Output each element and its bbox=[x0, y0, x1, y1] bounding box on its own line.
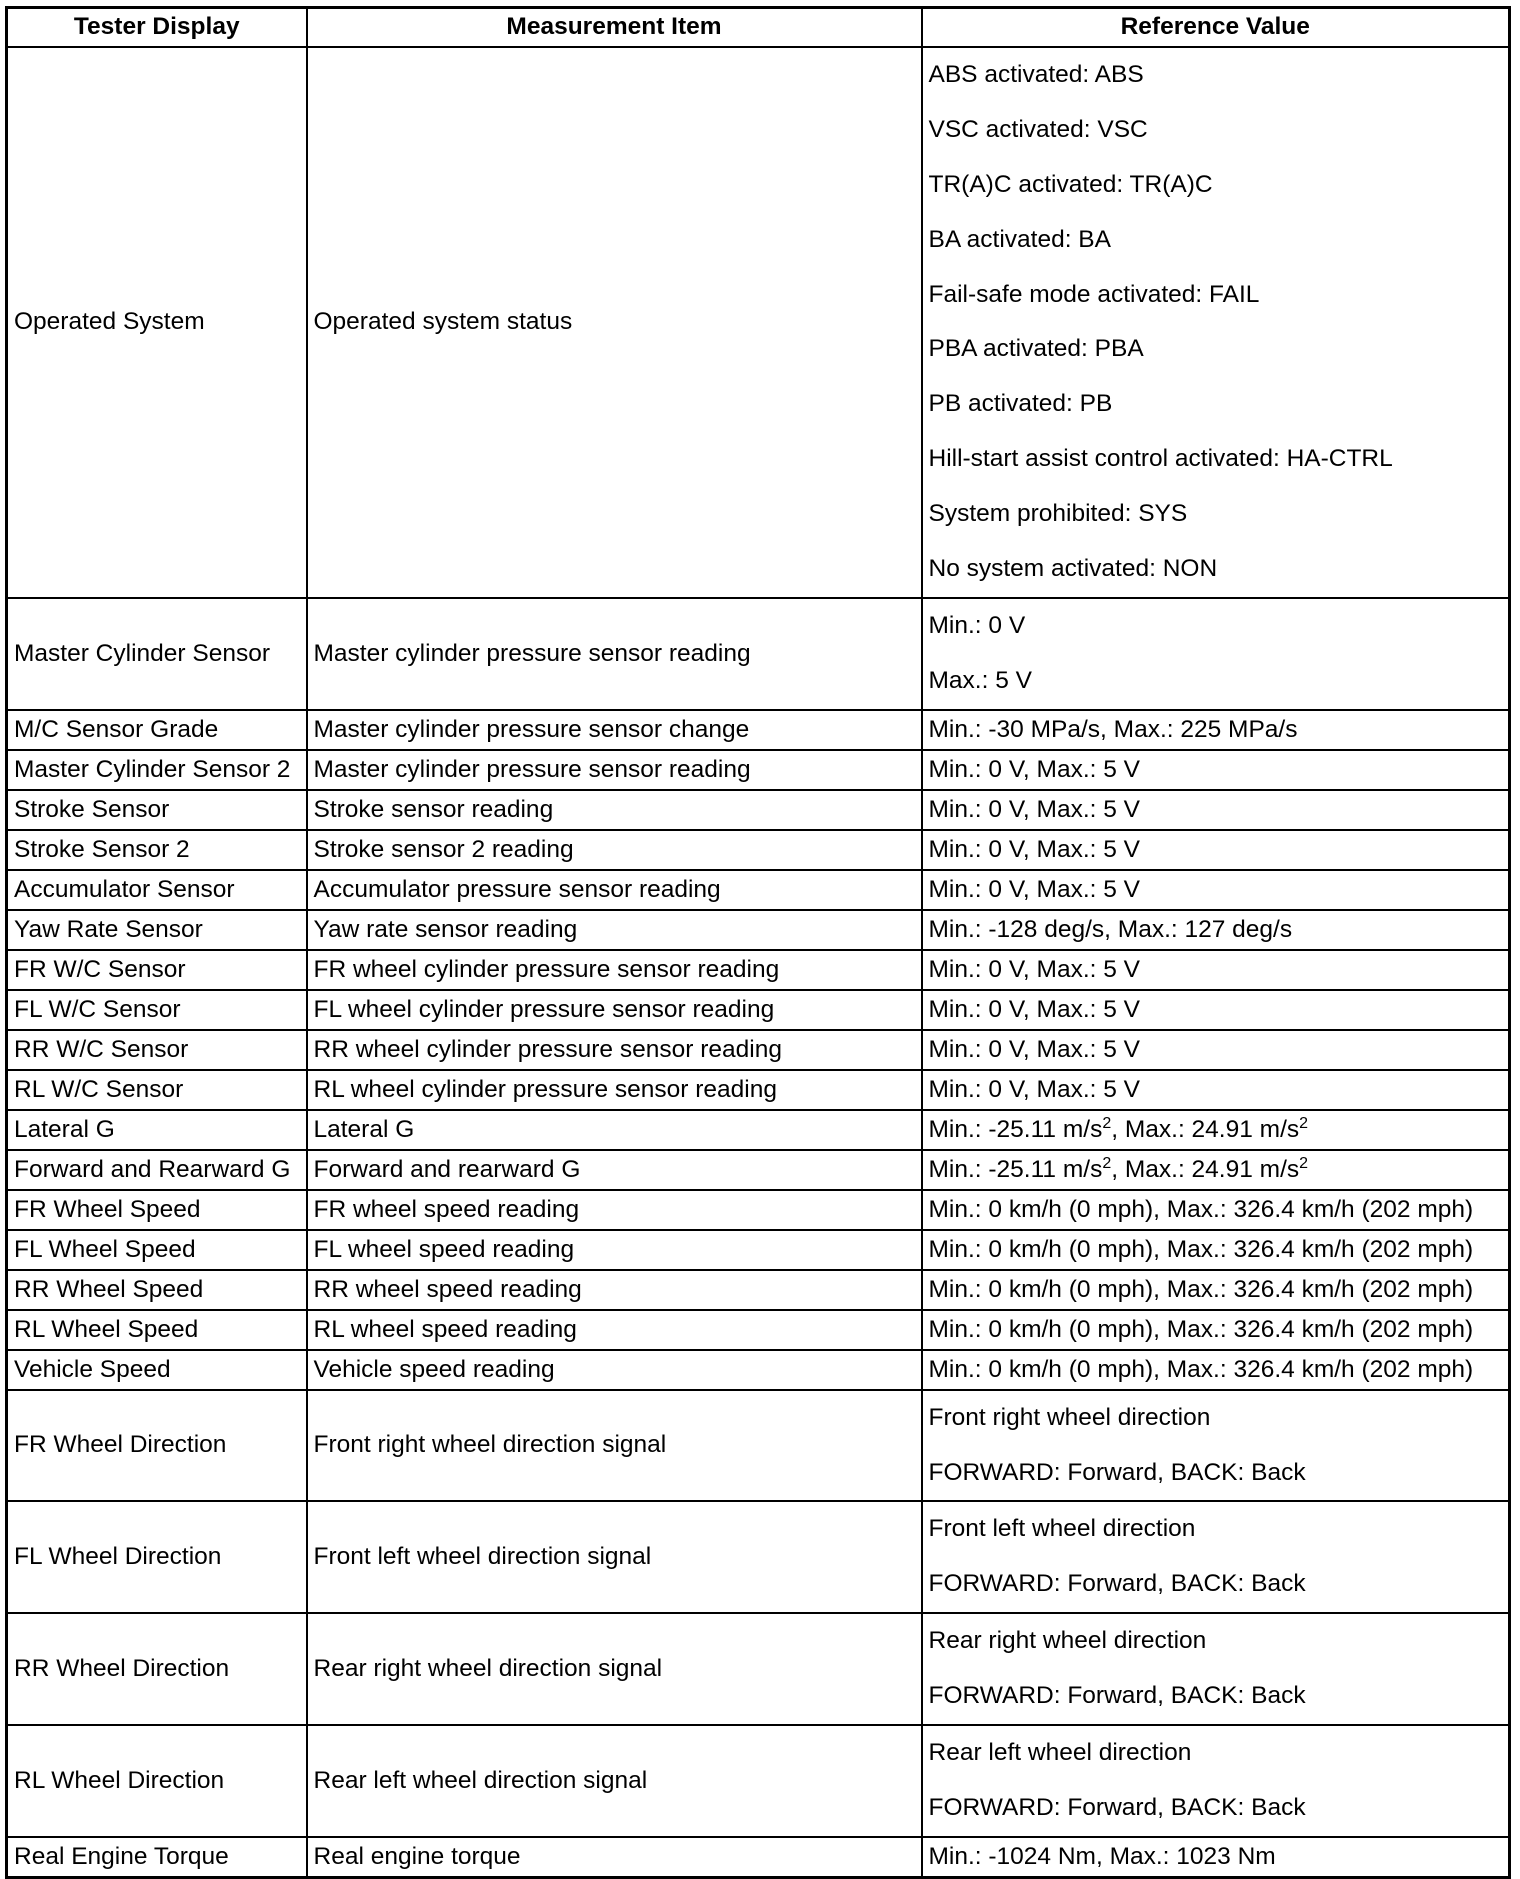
reference-value-cell bbox=[922, 1270, 1510, 1310]
reference-value-cell bbox=[922, 1390, 1510, 1502]
reference-value-cell bbox=[922, 790, 1510, 830]
tester-display-cell: Stroke Sensor bbox=[7, 790, 307, 830]
reference-value-line: BA activated: BA bbox=[928, 225, 1111, 253]
reference-value-line: FORWARD: Forward, BACK: Back bbox=[928, 1570, 1306, 1598]
reference-value-line: Min.: 0 V, Max.: 5 V bbox=[928, 875, 1141, 903]
measurement-item-cell: RL wheel speed reading bbox=[307, 1310, 922, 1350]
table-row bbox=[7, 1310, 1510, 1350]
measurement-item-cell: RR wheel speed reading bbox=[307, 1270, 922, 1310]
tester-display-cell: FR Wheel Direction bbox=[7, 1390, 307, 1502]
table-row bbox=[7, 1390, 1510, 1502]
measurement-item-cell: Rear right wheel direction signal bbox=[307, 1613, 922, 1725]
measurement-item-cell: Front right wheel direction signal bbox=[307, 1390, 922, 1502]
header-tester-display: Tester Display bbox=[7, 8, 307, 48]
reference-value-cell bbox=[922, 710, 1510, 750]
reference-value-line: System prohibited: SYS bbox=[928, 500, 1188, 528]
reference-value-cell bbox=[922, 950, 1510, 990]
table-row bbox=[7, 47, 1510, 598]
unit-exponent: 2 bbox=[1299, 1114, 1309, 1132]
header-row bbox=[7, 8, 1510, 48]
reference-value-cell bbox=[922, 1613, 1510, 1725]
tester-display-cell: Accumulator Sensor bbox=[7, 870, 307, 910]
reference-value-cell bbox=[922, 990, 1510, 1030]
table-row bbox=[7, 1350, 1510, 1390]
table-row bbox=[7, 598, 1510, 710]
measurement-item-cell: Lateral G bbox=[307, 1110, 922, 1150]
table-row bbox=[7, 1190, 1510, 1230]
measurement-item-cell: Master cylinder pressure sensor reading bbox=[307, 750, 922, 790]
reference-value-line: Min.: 0 V, Max.: 5 V bbox=[928, 835, 1141, 863]
tester-display-cell: RR W/C Sensor bbox=[7, 1030, 307, 1070]
reference-value-line: Rear right wheel direction bbox=[928, 1627, 1207, 1655]
reference-value-line: Min.: 0 V, Max.: 5 V bbox=[928, 955, 1141, 983]
measurement-item-cell: Master cylinder pressure sensor change bbox=[307, 710, 922, 750]
table-body bbox=[7, 47, 1510, 1877]
g-max-value: , Max.: 24.91 m/s bbox=[1111, 1115, 1300, 1143]
table-row bbox=[7, 1837, 1510, 1878]
table-row bbox=[7, 1725, 1510, 1837]
reference-value-cell bbox=[922, 750, 1510, 790]
reference-value-line: VSC activated: VSC bbox=[928, 115, 1148, 143]
table-row bbox=[7, 1501, 1510, 1613]
measurement-item-cell: Master cylinder pressure sensor reading bbox=[307, 598, 922, 710]
tester-display-cell: FL Wheel Speed bbox=[7, 1230, 307, 1270]
measurement-item-cell: Rear left wheel direction signal bbox=[307, 1725, 922, 1837]
reference-value-cell bbox=[922, 1837, 1510, 1878]
reference-value-cell bbox=[922, 47, 1510, 598]
table-row bbox=[7, 750, 1510, 790]
measurement-item-cell: Stroke sensor reading bbox=[307, 790, 922, 830]
tester-display-cell: RR Wheel Speed bbox=[7, 1270, 307, 1310]
reference-value-line: TR(A)C activated: TR(A)C bbox=[928, 170, 1213, 198]
reference-value-cell bbox=[922, 1110, 1510, 1150]
reference-value-line: PBA activated: PBA bbox=[928, 335, 1144, 363]
tester-display-cell: FR Wheel Speed bbox=[7, 1190, 307, 1230]
reference-value-cell bbox=[922, 1310, 1510, 1350]
tester-display-cell: FR W/C Sensor bbox=[7, 950, 307, 990]
table-row bbox=[7, 1110, 1510, 1150]
reference-value-line: PB activated: PB bbox=[928, 390, 1113, 418]
table-row bbox=[7, 990, 1510, 1030]
tester-display-cell: RL Wheel Direction bbox=[7, 1725, 307, 1837]
reference-value-cell bbox=[922, 1190, 1510, 1230]
tester-display-cell: Lateral G bbox=[7, 1110, 307, 1150]
table-row bbox=[7, 910, 1510, 950]
reference-value-cell bbox=[922, 1150, 1510, 1190]
measurement-item-cell: Yaw rate sensor reading bbox=[307, 910, 922, 950]
header-reference-value: Reference Value bbox=[922, 8, 1510, 48]
measurement-item-cell: RR wheel cylinder pressure sensor reading bbox=[307, 1030, 922, 1070]
measurement-item-cell: Vehicle speed reading bbox=[307, 1350, 922, 1390]
tester-display-cell: RR Wheel Direction bbox=[7, 1613, 307, 1725]
tester-display-cell: RL W/C Sensor bbox=[7, 1070, 307, 1110]
tester-display-cell: Master Cylinder Sensor bbox=[7, 598, 307, 710]
table-row bbox=[7, 790, 1510, 830]
tester-display-cell: Forward and Rearward G bbox=[7, 1150, 307, 1190]
measurement-item-cell: Forward and rearward G bbox=[307, 1150, 922, 1190]
table-row bbox=[7, 710, 1510, 750]
tester-display-cell: Real Engine Torque bbox=[7, 1837, 307, 1878]
measurement-item-cell: Operated system status bbox=[307, 47, 922, 598]
reference-value-cell bbox=[922, 1350, 1510, 1390]
reference-value-line: Min.: 0 km/h (0 mph), Max.: 326.4 km/h (202 mph) bbox=[928, 1315, 1474, 1343]
reference-value-cell bbox=[922, 830, 1510, 870]
reference-value-line: Front left wheel direction bbox=[928, 1515, 1196, 1543]
table-row bbox=[7, 1150, 1510, 1190]
reference-value-cell bbox=[922, 1070, 1510, 1110]
table-row bbox=[7, 1070, 1510, 1110]
reference-value-cell bbox=[922, 910, 1510, 950]
reference-value-line: FORWARD: Forward, BACK: Back bbox=[928, 1793, 1306, 1821]
reference-table bbox=[5, 6, 1511, 1879]
reference-value-line: Fail-safe mode activated: FAIL bbox=[928, 280, 1260, 308]
table-row bbox=[7, 1230, 1510, 1270]
measurement-item-cell: FL wheel cylinder pressure sensor reading bbox=[307, 990, 922, 1030]
reference-value-line: No system activated: NON bbox=[928, 555, 1218, 583]
measurement-item-cell: FR wheel cylinder pressure sensor reading bbox=[307, 950, 922, 990]
reference-value-cell bbox=[922, 1230, 1510, 1270]
table-row bbox=[7, 830, 1510, 870]
reference-value-line: Min.: 0 V bbox=[928, 611, 1026, 639]
tester-display-cell: Vehicle Speed bbox=[7, 1350, 307, 1390]
header-measurement-item: Measurement Item bbox=[307, 8, 922, 48]
measurement-item-cell: FL wheel speed reading bbox=[307, 1230, 922, 1270]
tester-display-cell: Yaw Rate Sensor bbox=[7, 910, 307, 950]
reference-value-line: Min.: 0 V, Max.: 5 V bbox=[928, 1075, 1141, 1103]
table-row bbox=[7, 870, 1510, 910]
g-min-value: Min.: -25.11 m/s bbox=[928, 1115, 1103, 1143]
reference-value-line: Hill-start assist control activated: HA-CTRL bbox=[928, 445, 1393, 473]
unit-exponent: 2 bbox=[1102, 1154, 1112, 1172]
reference-value-line: Min.: 0 V, Max.: 5 V bbox=[928, 795, 1141, 823]
reference-value-line: FORWARD: Forward, BACK: Back bbox=[928, 1682, 1306, 1710]
reference-value-line: Min.: 0 km/h (0 mph), Max.: 326.4 km/h (202 mph) bbox=[928, 1195, 1474, 1223]
measurement-item-cell: Accumulator pressure sensor reading bbox=[307, 870, 922, 910]
table-row bbox=[7, 1270, 1510, 1310]
tester-display-cell: Operated System bbox=[7, 47, 307, 598]
reference-value-line: Min.: 0 V, Max.: 5 V bbox=[928, 755, 1141, 783]
reference-value-line: FORWARD: Forward, BACK: Back bbox=[928, 1458, 1306, 1486]
reference-value-line: Min.: -30 MPa/s, Max.: 225 MPa/s bbox=[928, 715, 1298, 743]
measurement-item-cell: RL wheel cylinder pressure sensor reading bbox=[307, 1070, 922, 1110]
measurement-item-cell: Stroke sensor 2 reading bbox=[307, 830, 922, 870]
reference-value-line: Min.: 0 km/h (0 mph), Max.: 326.4 km/h (202 mph) bbox=[928, 1275, 1474, 1303]
reference-value-line: Min.: 0 V, Max.: 5 V bbox=[928, 1035, 1141, 1063]
tester-display-cell: FL W/C Sensor bbox=[7, 990, 307, 1030]
reference-value-cell bbox=[922, 598, 1510, 710]
tester-display-cell: M/C Sensor Grade bbox=[7, 710, 307, 750]
table-row bbox=[7, 1613, 1510, 1725]
unit-exponent: 2 bbox=[1102, 1114, 1112, 1132]
reference-value-line: Min.: -128 deg/s, Max.: 127 deg/s bbox=[928, 915, 1293, 943]
table-row bbox=[7, 950, 1510, 990]
measurement-item-cell: FR wheel speed reading bbox=[307, 1190, 922, 1230]
table-row bbox=[7, 1030, 1510, 1070]
measurement-item-cell: Front left wheel direction signal bbox=[307, 1501, 922, 1613]
reference-value-line: ABS activated: ABS bbox=[928, 61, 1144, 88]
reference-value-cell bbox=[922, 1030, 1510, 1070]
reference-value-cell bbox=[922, 1501, 1510, 1613]
reference-value-cell bbox=[922, 1725, 1510, 1837]
tester-display-cell: RL Wheel Speed bbox=[7, 1310, 307, 1350]
tester-display-cell: Stroke Sensor 2 bbox=[7, 830, 307, 870]
tester-display-cell: Master Cylinder Sensor 2 bbox=[7, 750, 307, 790]
reference-value-line: Min.: -1024 Nm, Max.: 1023 Nm bbox=[928, 1842, 1276, 1870]
reference-value-line: Max.: 5 V bbox=[928, 666, 1032, 694]
reference-value-line: Min.: 0 km/h (0 mph), Max.: 326.4 km/h (202 mph) bbox=[928, 1235, 1474, 1263]
measurement-item-cell: Real engine torque bbox=[307, 1837, 922, 1878]
reference-value-line: Front right wheel direction bbox=[928, 1403, 1211, 1431]
unit-exponent: 2 bbox=[1299, 1154, 1309, 1172]
reference-value-line: Min.: 0 V, Max.: 5 V bbox=[928, 995, 1141, 1023]
reference-value-line: Rear left wheel direction bbox=[928, 1739, 1192, 1767]
reference-value-line: Min.: 0 km/h (0 mph), Max.: 326.4 km/h (202 mph) bbox=[928, 1355, 1474, 1383]
reference-value-cell bbox=[922, 870, 1510, 910]
g-min-value: Min.: -25.11 m/s bbox=[928, 1155, 1103, 1183]
tester-display-cell: FL Wheel Direction bbox=[7, 1501, 307, 1613]
g-max-value: , Max.: 24.91 m/s bbox=[1111, 1155, 1300, 1183]
